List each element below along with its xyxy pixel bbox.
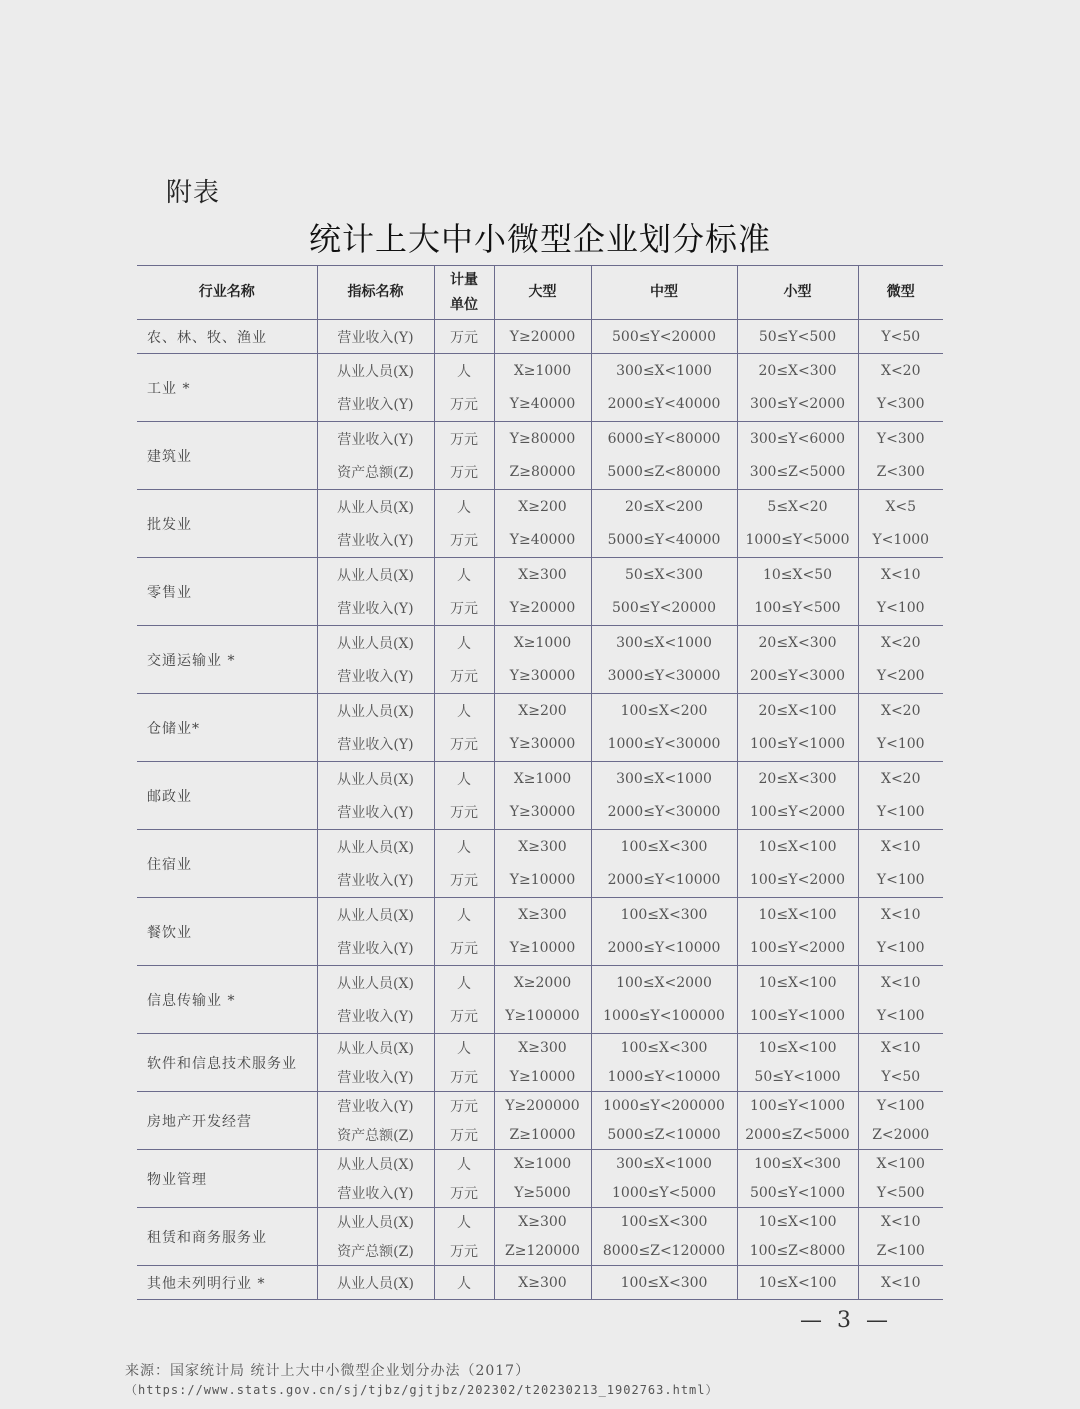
cell-indicator: 营业收入(Y) [317, 422, 434, 456]
cell-micro: X<5 [858, 490, 943, 524]
cell-micro: Y<100 [858, 728, 943, 762]
cell-micro: X<10 [858, 1266, 943, 1300]
cell-indicator: 从业人员(X) [317, 1034, 434, 1063]
cell-small: 50≤Y<1000 [737, 1063, 858, 1092]
cell-small: 100≤Y<2000 [737, 864, 858, 898]
cell-large: Y≥30000 [494, 660, 591, 694]
table-row [137, 898, 943, 932]
cell-unit: 万元 [434, 728, 494, 762]
cell-micro: X<10 [858, 1208, 943, 1237]
table-row [137, 1092, 943, 1121]
cell-small: 10≤X<100 [737, 1208, 858, 1237]
table-row [137, 694, 943, 728]
cell-small: 100≤Z<8000 [737, 1237, 858, 1266]
header-medium: 中型 [591, 266, 737, 320]
cell-micro: X<20 [858, 626, 943, 660]
cell-large: Y≥200000 [494, 1092, 591, 1121]
cell-micro: Z<2000 [858, 1121, 943, 1150]
industry-name: 其他未列明行业 * [137, 1266, 317, 1300]
cell-medium: 50≤X<300 [591, 558, 737, 592]
industry-name: 餐饮业 [137, 898, 317, 966]
cell-medium: 6000≤Y<80000 [591, 422, 737, 456]
cell-medium: 500≤Y<20000 [591, 592, 737, 626]
cell-large: X≥300 [494, 830, 591, 864]
cell-micro: X<10 [858, 966, 943, 1000]
table-row [137, 422, 943, 456]
cell-medium: 100≤X<300 [591, 898, 737, 932]
cell-medium: 1000≤Y<5000 [591, 1179, 737, 1208]
cell-medium: 1000≤Y<100000 [591, 1000, 737, 1034]
cell-medium: 100≤X<300 [591, 1266, 737, 1300]
classification-table [137, 265, 943, 1300]
cell-medium: 1000≤Y<30000 [591, 728, 737, 762]
cell-unit: 万元 [434, 1237, 494, 1266]
cell-indicator: 资产总额(Z) [317, 1237, 434, 1266]
cell-micro: X<10 [858, 830, 943, 864]
header-industry: 行业名称 [137, 266, 317, 320]
cell-micro: Y<100 [858, 932, 943, 966]
header-micro: 微型 [858, 266, 943, 320]
table-row [137, 1034, 943, 1063]
cell-large: X≥200 [494, 694, 591, 728]
cell-small: 50≤Y<500 [737, 320, 858, 354]
cell-medium: 2000≤Y<30000 [591, 796, 737, 830]
cell-indicator: 从业人员(X) [317, 898, 434, 932]
cell-micro: Y<100 [858, 1000, 943, 1034]
cell-indicator: 营业收入(Y) [317, 1063, 434, 1092]
cell-large: X≥1000 [494, 1150, 591, 1179]
cell-unit: 人 [434, 1034, 494, 1063]
cell-small: 2000≤Z<5000 [737, 1121, 858, 1150]
cell-unit: 人 [434, 762, 494, 796]
cell-unit: 万元 [434, 456, 494, 490]
cell-large: Y≥10000 [494, 864, 591, 898]
cell-unit: 万元 [434, 1063, 494, 1092]
cell-unit: 人 [434, 1208, 494, 1237]
cell-small: 10≤X<50 [737, 558, 858, 592]
table-row [137, 558, 943, 592]
cell-unit: 人 [434, 694, 494, 728]
cell-large: Y≥100000 [494, 1000, 591, 1034]
table-row [137, 830, 943, 864]
cell-indicator: 营业收入(Y) [317, 1179, 434, 1208]
cell-indicator: 营业收入(Y) [317, 524, 434, 558]
cell-medium: 1000≤Y<200000 [591, 1092, 737, 1121]
industry-name: 信息传输业 * [137, 966, 317, 1034]
cell-small: 100≤Y<2000 [737, 796, 858, 830]
cell-large: Y≥30000 [494, 796, 591, 830]
page-title: 统计上大中小微型企业划分标准 [308, 220, 771, 258]
cell-large: Z≥10000 [494, 1121, 591, 1150]
cell-indicator: 营业收入(Y) [317, 320, 434, 354]
header-unit-line2: 单位 [450, 296, 478, 313]
cell-micro: Z<300 [858, 456, 943, 490]
cell-medium: 5000≤Z<10000 [591, 1121, 737, 1150]
table-row [137, 1266, 943, 1300]
cell-micro: X<100 [858, 1150, 943, 1179]
cell-micro: X<10 [858, 558, 943, 592]
industry-name: 建筑业 [137, 422, 317, 490]
industry-name: 物业管理 [137, 1150, 317, 1208]
cell-indicator: 营业收入(Y) [317, 660, 434, 694]
cell-micro: X<10 [858, 898, 943, 932]
cell-medium: 8000≤Z<120000 [591, 1237, 737, 1266]
cell-small: 10≤X<100 [737, 898, 858, 932]
cell-unit: 人 [434, 1266, 494, 1300]
cell-micro: X<20 [858, 354, 943, 388]
cell-large: X≥300 [494, 898, 591, 932]
cell-micro: Y<100 [858, 592, 943, 626]
cell-small: 20≤X<300 [737, 626, 858, 660]
cell-medium: 500≤Y<20000 [591, 320, 737, 354]
cell-medium: 1000≤Y<10000 [591, 1063, 737, 1092]
header-large: 大型 [494, 266, 591, 320]
table-row [137, 762, 943, 796]
cell-small: 5≤X<20 [737, 490, 858, 524]
cell-large: X≥1000 [494, 626, 591, 660]
industry-name: 租赁和商务服务业 [137, 1208, 317, 1266]
cell-medium: 2000≤Y<40000 [591, 388, 737, 422]
cell-small: 100≤Y<1000 [737, 1092, 858, 1121]
cell-unit: 万元 [434, 796, 494, 830]
table-row [137, 354, 943, 388]
cell-large: Y≥20000 [494, 592, 591, 626]
cell-micro: Y<100 [858, 864, 943, 898]
page-number: — 3 — [800, 1308, 892, 1333]
cell-small: 20≤X<100 [737, 694, 858, 728]
cell-indicator: 从业人员(X) [317, 626, 434, 660]
cell-indicator: 营业收入(Y) [317, 1092, 434, 1121]
cell-small: 10≤X<100 [737, 1266, 858, 1300]
header-unit-line1: 计量 [450, 271, 478, 288]
industry-name: 仓储业* [137, 694, 317, 762]
table-row [137, 320, 943, 354]
cell-small: 100≤Y<1000 [737, 728, 858, 762]
source-note [125, 1362, 719, 1400]
cell-indicator: 资产总额(Z) [317, 456, 434, 490]
cell-small: 100≤Y<1000 [737, 1000, 858, 1034]
cell-unit: 人 [434, 558, 494, 592]
cell-small: 10≤X<100 [737, 966, 858, 1000]
cell-micro: Z<100 [858, 1237, 943, 1266]
cell-micro: X<20 [858, 762, 943, 796]
industry-name: 住宿业 [137, 830, 317, 898]
cell-unit: 人 [434, 354, 494, 388]
cell-small: 20≤X<300 [737, 354, 858, 388]
cell-large: Y≥5000 [494, 1179, 591, 1208]
cell-unit: 万元 [434, 1121, 494, 1150]
cell-indicator: 从业人员(X) [317, 1150, 434, 1179]
cell-large: Y≥10000 [494, 932, 591, 966]
industry-name: 房地产开发经营 [137, 1092, 317, 1150]
cell-unit: 人 [434, 490, 494, 524]
cell-indicator: 营业收入(Y) [317, 728, 434, 762]
cell-indicator: 从业人员(X) [317, 490, 434, 524]
cell-micro: Y<50 [858, 1063, 943, 1092]
header-unit [434, 266, 494, 320]
cell-unit: 万元 [434, 320, 494, 354]
cell-indicator: 营业收入(Y) [317, 592, 434, 626]
cell-unit: 万元 [434, 660, 494, 694]
annex-label: 附表 [166, 178, 221, 208]
source-line: 来源：国家统计局 统计上大中小微型企业划分办法（2017） [125, 1363, 531, 1379]
cell-unit: 万元 [434, 864, 494, 898]
cell-micro: Y<100 [858, 1092, 943, 1121]
cell-medium: 100≤X<300 [591, 830, 737, 864]
cell-unit: 人 [434, 830, 494, 864]
cell-large: Y≥40000 [494, 524, 591, 558]
cell-unit: 万元 [434, 1000, 494, 1034]
cell-small: 200≤Y<3000 [737, 660, 858, 694]
cell-medium: 300≤X<1000 [591, 626, 737, 660]
industry-name: 零售业 [137, 558, 317, 626]
cell-small: 300≤Y<6000 [737, 422, 858, 456]
table-header-row [137, 266, 943, 320]
cell-medium: 2000≤Y<10000 [591, 932, 737, 966]
cell-large: Z≥80000 [494, 456, 591, 490]
cell-indicator: 从业人员(X) [317, 1266, 434, 1300]
industry-name: 邮政业 [137, 762, 317, 830]
table-body [137, 320, 943, 1300]
cell-large: X≥1000 [494, 354, 591, 388]
cell-large: X≥300 [494, 1034, 591, 1063]
cell-indicator: 从业人员(X) [317, 966, 434, 1000]
cell-micro: Y<200 [858, 660, 943, 694]
cell-large: Y≥80000 [494, 422, 591, 456]
cell-small: 10≤X<100 [737, 830, 858, 864]
cell-medium: 100≤X<2000 [591, 966, 737, 1000]
cell-medium: 2000≤Y<10000 [591, 864, 737, 898]
cell-medium: 300≤X<1000 [591, 354, 737, 388]
cell-large: X≥2000 [494, 966, 591, 1000]
cell-medium: 5000≤Y<40000 [591, 524, 737, 558]
cell-medium: 3000≤Y<30000 [591, 660, 737, 694]
cell-medium: 100≤X<200 [591, 694, 737, 728]
cell-unit: 人 [434, 626, 494, 660]
cell-medium: 100≤X<300 [591, 1208, 737, 1237]
cell-indicator: 从业人员(X) [317, 1208, 434, 1237]
cell-indicator: 营业收入(Y) [317, 796, 434, 830]
cell-small: 100≤Y<500 [737, 592, 858, 626]
cell-large: X≥200 [494, 490, 591, 524]
cell-large: Y≥40000 [494, 388, 591, 422]
cell-micro: Y<100 [858, 796, 943, 830]
cell-indicator: 营业收入(Y) [317, 932, 434, 966]
industry-name: 农、林、牧、渔业 [137, 320, 317, 354]
cell-small: 500≤Y<1000 [737, 1179, 858, 1208]
cell-indicator: 从业人员(X) [317, 694, 434, 728]
cell-unit: 万元 [434, 932, 494, 966]
cell-large: Z≥120000 [494, 1237, 591, 1266]
cell-indicator: 从业人员(X) [317, 354, 434, 388]
industry-name: 批发业 [137, 490, 317, 558]
cell-medium: 300≤X<1000 [591, 1150, 737, 1179]
cell-medium: 100≤X<300 [591, 1034, 737, 1063]
cell-indicator: 从业人员(X) [317, 762, 434, 796]
cell-medium: 300≤X<1000 [591, 762, 737, 796]
cell-unit: 万元 [434, 422, 494, 456]
table-row [137, 966, 943, 1000]
cell-small: 20≤X<300 [737, 762, 858, 796]
cell-unit: 万元 [434, 1092, 494, 1121]
cell-indicator: 营业收入(Y) [317, 864, 434, 898]
cell-unit: 万元 [434, 1179, 494, 1208]
cell-micro: Y<50 [858, 320, 943, 354]
cell-unit: 万元 [434, 524, 494, 558]
industry-name: 软件和信息技术服务业 [137, 1034, 317, 1092]
cell-small: 10≤X<100 [737, 1034, 858, 1063]
cell-small: 100≤X<300 [737, 1150, 858, 1179]
cell-unit: 人 [434, 898, 494, 932]
cell-micro: Y<300 [858, 388, 943, 422]
cell-medium: 5000≤Z<80000 [591, 456, 737, 490]
industry-name: 交通运输业 * [137, 626, 317, 694]
cell-large: Y≥20000 [494, 320, 591, 354]
cell-large: Y≥10000 [494, 1063, 591, 1092]
cell-small: 100≤Y<2000 [737, 932, 858, 966]
cell-indicator: 从业人员(X) [317, 830, 434, 864]
cell-indicator: 营业收入(Y) [317, 388, 434, 422]
cell-unit: 人 [434, 1150, 494, 1179]
cell-unit: 万元 [434, 388, 494, 422]
cell-small: 1000≤Y<5000 [737, 524, 858, 558]
table-row [137, 626, 943, 660]
cell-micro: X<10 [858, 1034, 943, 1063]
cell-indicator: 资产总额(Z) [317, 1121, 434, 1150]
cell-large: X≥300 [494, 1266, 591, 1300]
cell-indicator: 从业人员(X) [317, 558, 434, 592]
cell-micro: X<20 [858, 694, 943, 728]
cell-micro: Y<1000 [858, 524, 943, 558]
cell-medium: 20≤X<200 [591, 490, 737, 524]
industry-name: 工业 * [137, 354, 317, 422]
cell-large: X≥300 [494, 1208, 591, 1237]
cell-unit: 人 [434, 966, 494, 1000]
cell-large: X≥300 [494, 558, 591, 592]
cell-large: X≥1000 [494, 762, 591, 796]
cell-indicator: 营业收入(Y) [317, 1000, 434, 1034]
cell-unit: 万元 [434, 592, 494, 626]
table-row [137, 1208, 943, 1237]
header-small: 小型 [737, 266, 858, 320]
table-row [137, 1150, 943, 1179]
cell-micro: Y<300 [858, 422, 943, 456]
cell-small: 300≤Z<5000 [737, 456, 858, 490]
header-indicator: 指标名称 [317, 266, 434, 320]
table-row [137, 490, 943, 524]
cell-micro: Y<500 [858, 1179, 943, 1208]
cell-small: 300≤Y<2000 [737, 388, 858, 422]
source-url: （https://www.stats.gov.cn/sj/tjbz/gjtjbz/202302/t20230213_1902763.html） [125, 1383, 719, 1397]
cell-large: Y≥30000 [494, 728, 591, 762]
